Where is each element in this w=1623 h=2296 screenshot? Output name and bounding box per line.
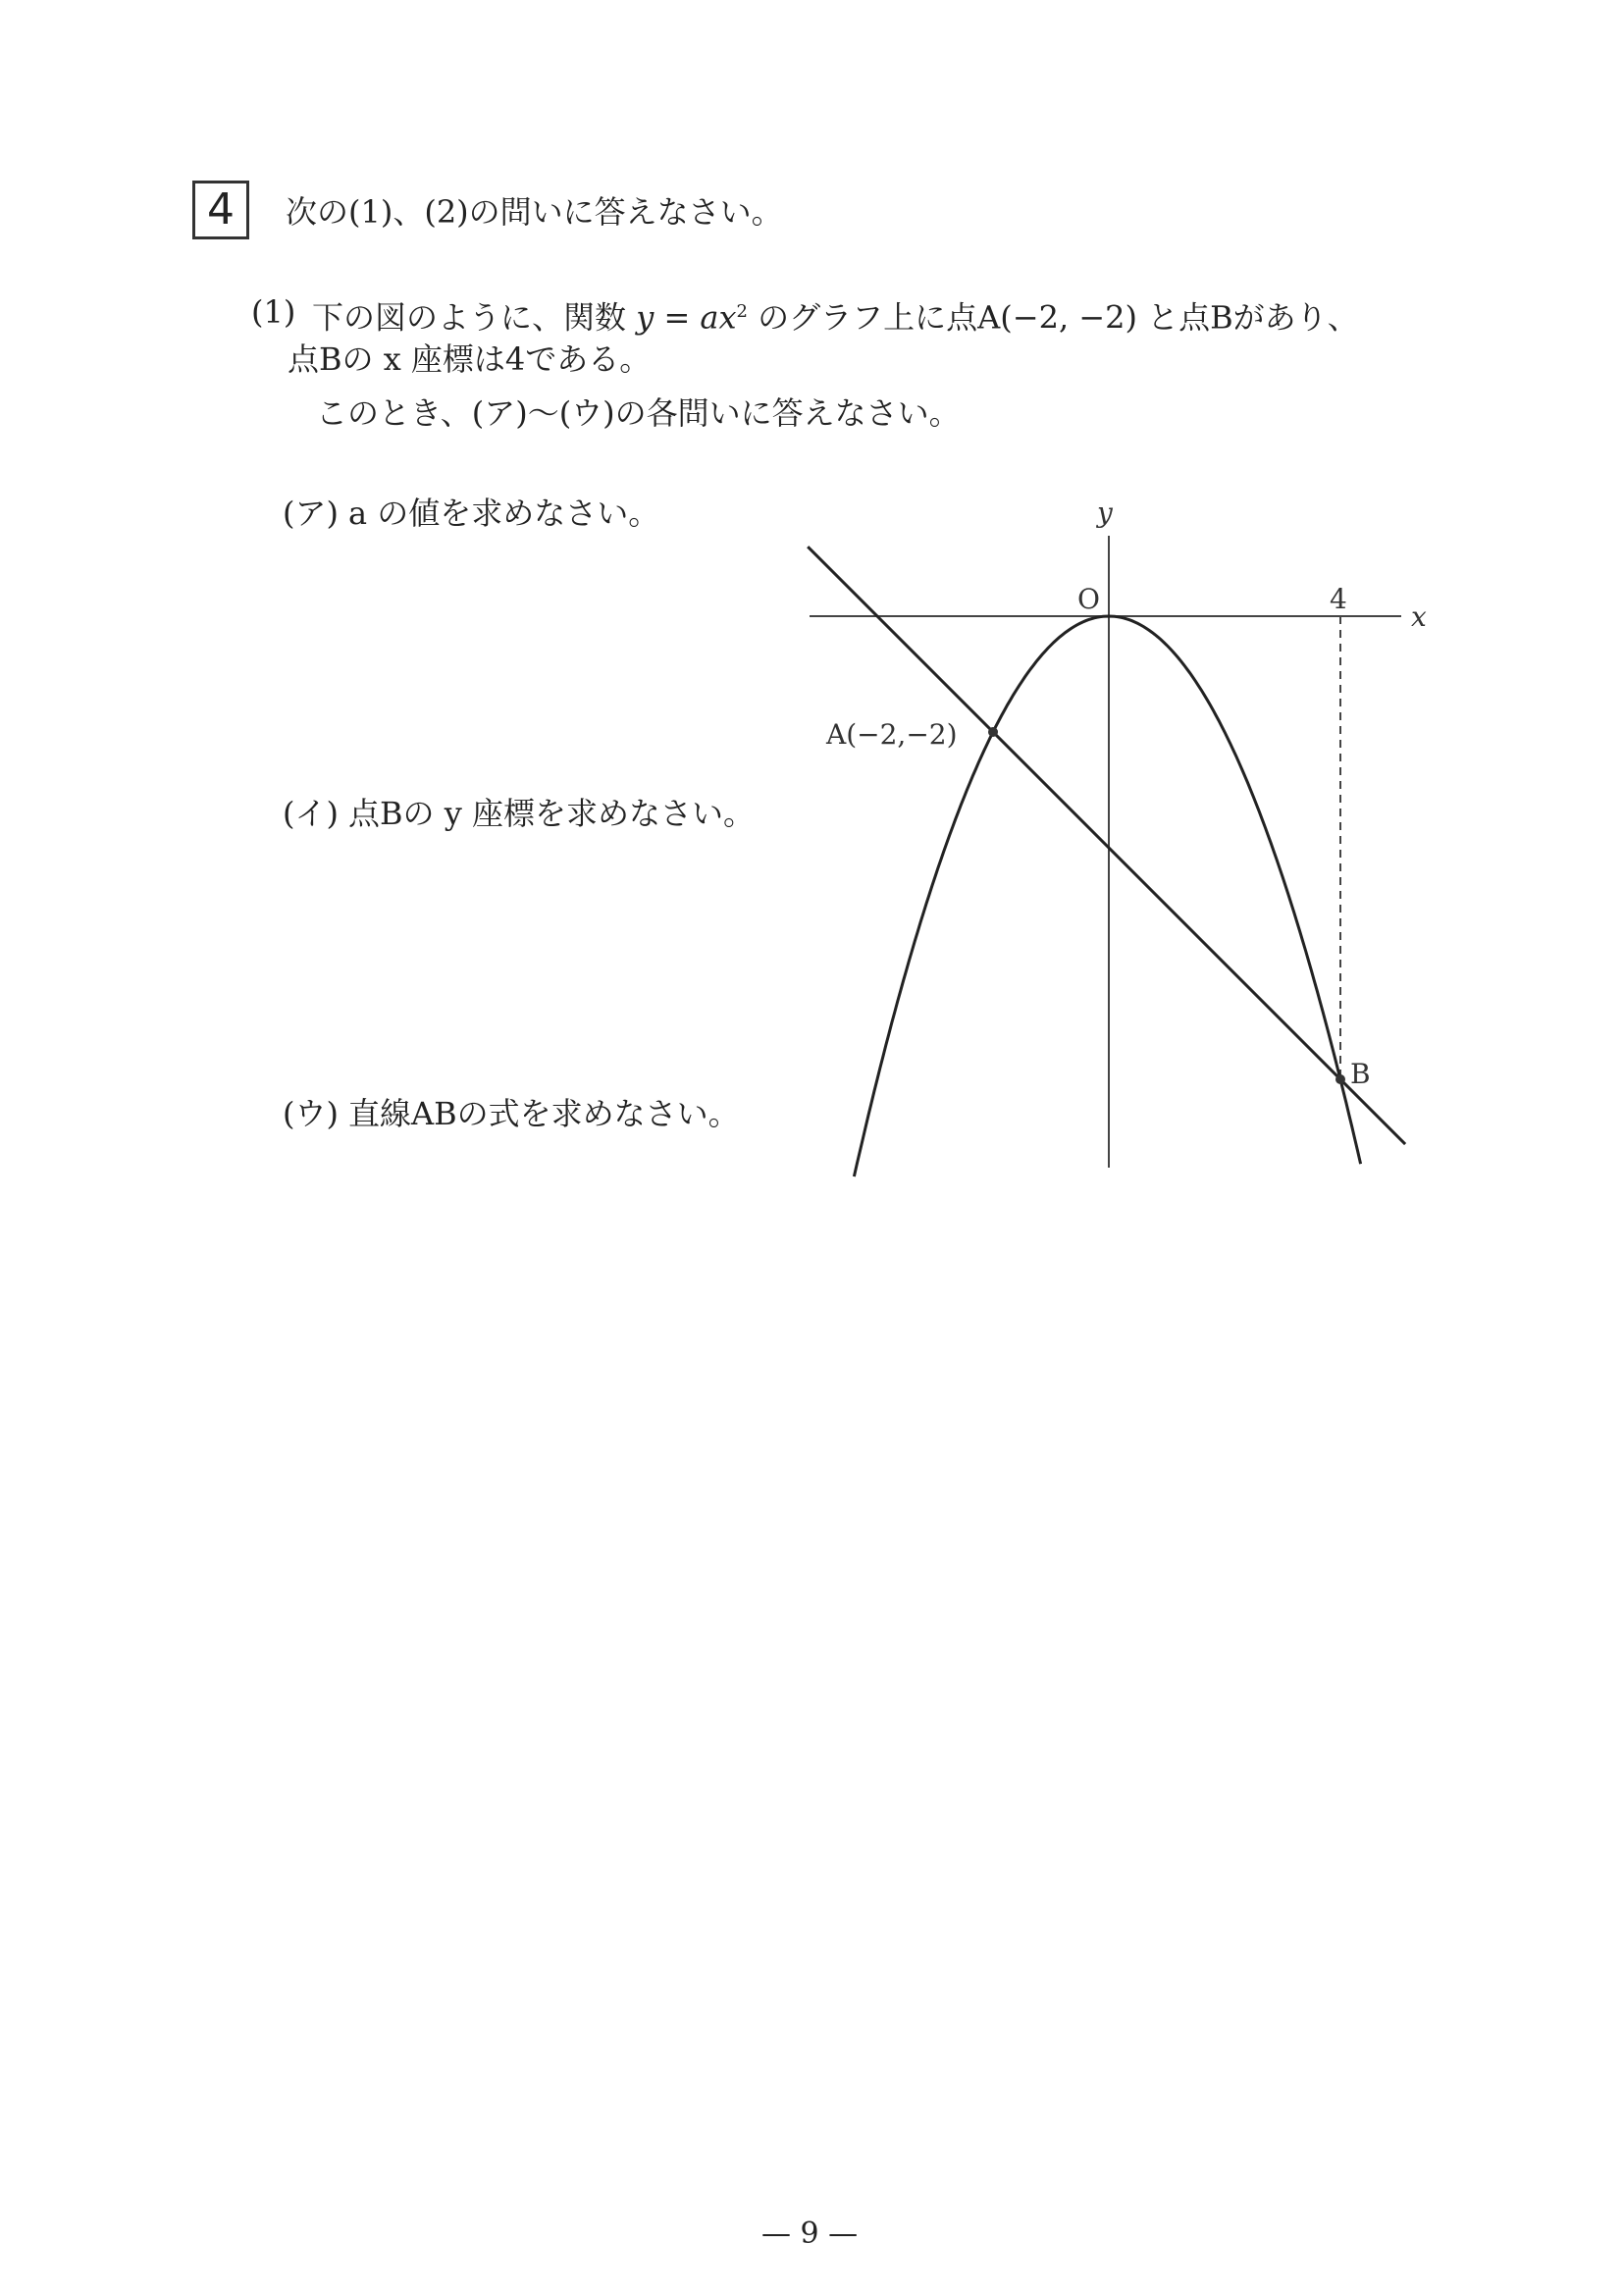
point-a <box>988 727 998 737</box>
parabola-curve <box>854 616 1360 1176</box>
formula: y = ax <box>636 298 737 337</box>
x-axis-label: x <box>1411 600 1427 633</box>
point-a-label: A(−2,−2) <box>826 718 958 751</box>
exponent: 2 <box>736 301 748 322</box>
line1-pre: 下の図のように、関数 <box>312 298 627 337</box>
tick-label-4: 4 <box>1330 583 1347 615</box>
problem-number: 4 <box>192 181 249 239</box>
part1-line3: このとき、(ア)〜(ウ)の各問いに答えなさい。 <box>316 394 961 432</box>
question-b-label: (イ) <box>283 795 339 832</box>
line1-post: のグラフ上に点A(−2, −2) と点Bがあり、 <box>758 298 1359 337</box>
question-a-label: (ア) <box>283 495 339 532</box>
point-b-label: B <box>1350 1058 1371 1090</box>
origin-label: O <box>1077 583 1100 615</box>
page-number: — 9 — <box>761 2217 859 2251</box>
question-a-text: a の値を求めなさい。 <box>348 495 660 532</box>
y-axis-label: y <box>1097 496 1113 529</box>
question-c-label: (ウ) <box>283 1095 339 1132</box>
point-b <box>1335 1074 1345 1084</box>
intro-text: 次の(1)、(2)の問いに答えなさい。 <box>286 193 783 231</box>
part1-label: (1) <box>251 293 296 331</box>
part1-line2: 点Bの x 座標は4である。 <box>288 340 652 378</box>
question-c-text: 直線ABの式を求めなさい。 <box>348 1095 740 1132</box>
line-ab <box>808 547 1405 1144</box>
question-b-text: 点Bの y 座標を求めなさい。 <box>348 795 755 832</box>
